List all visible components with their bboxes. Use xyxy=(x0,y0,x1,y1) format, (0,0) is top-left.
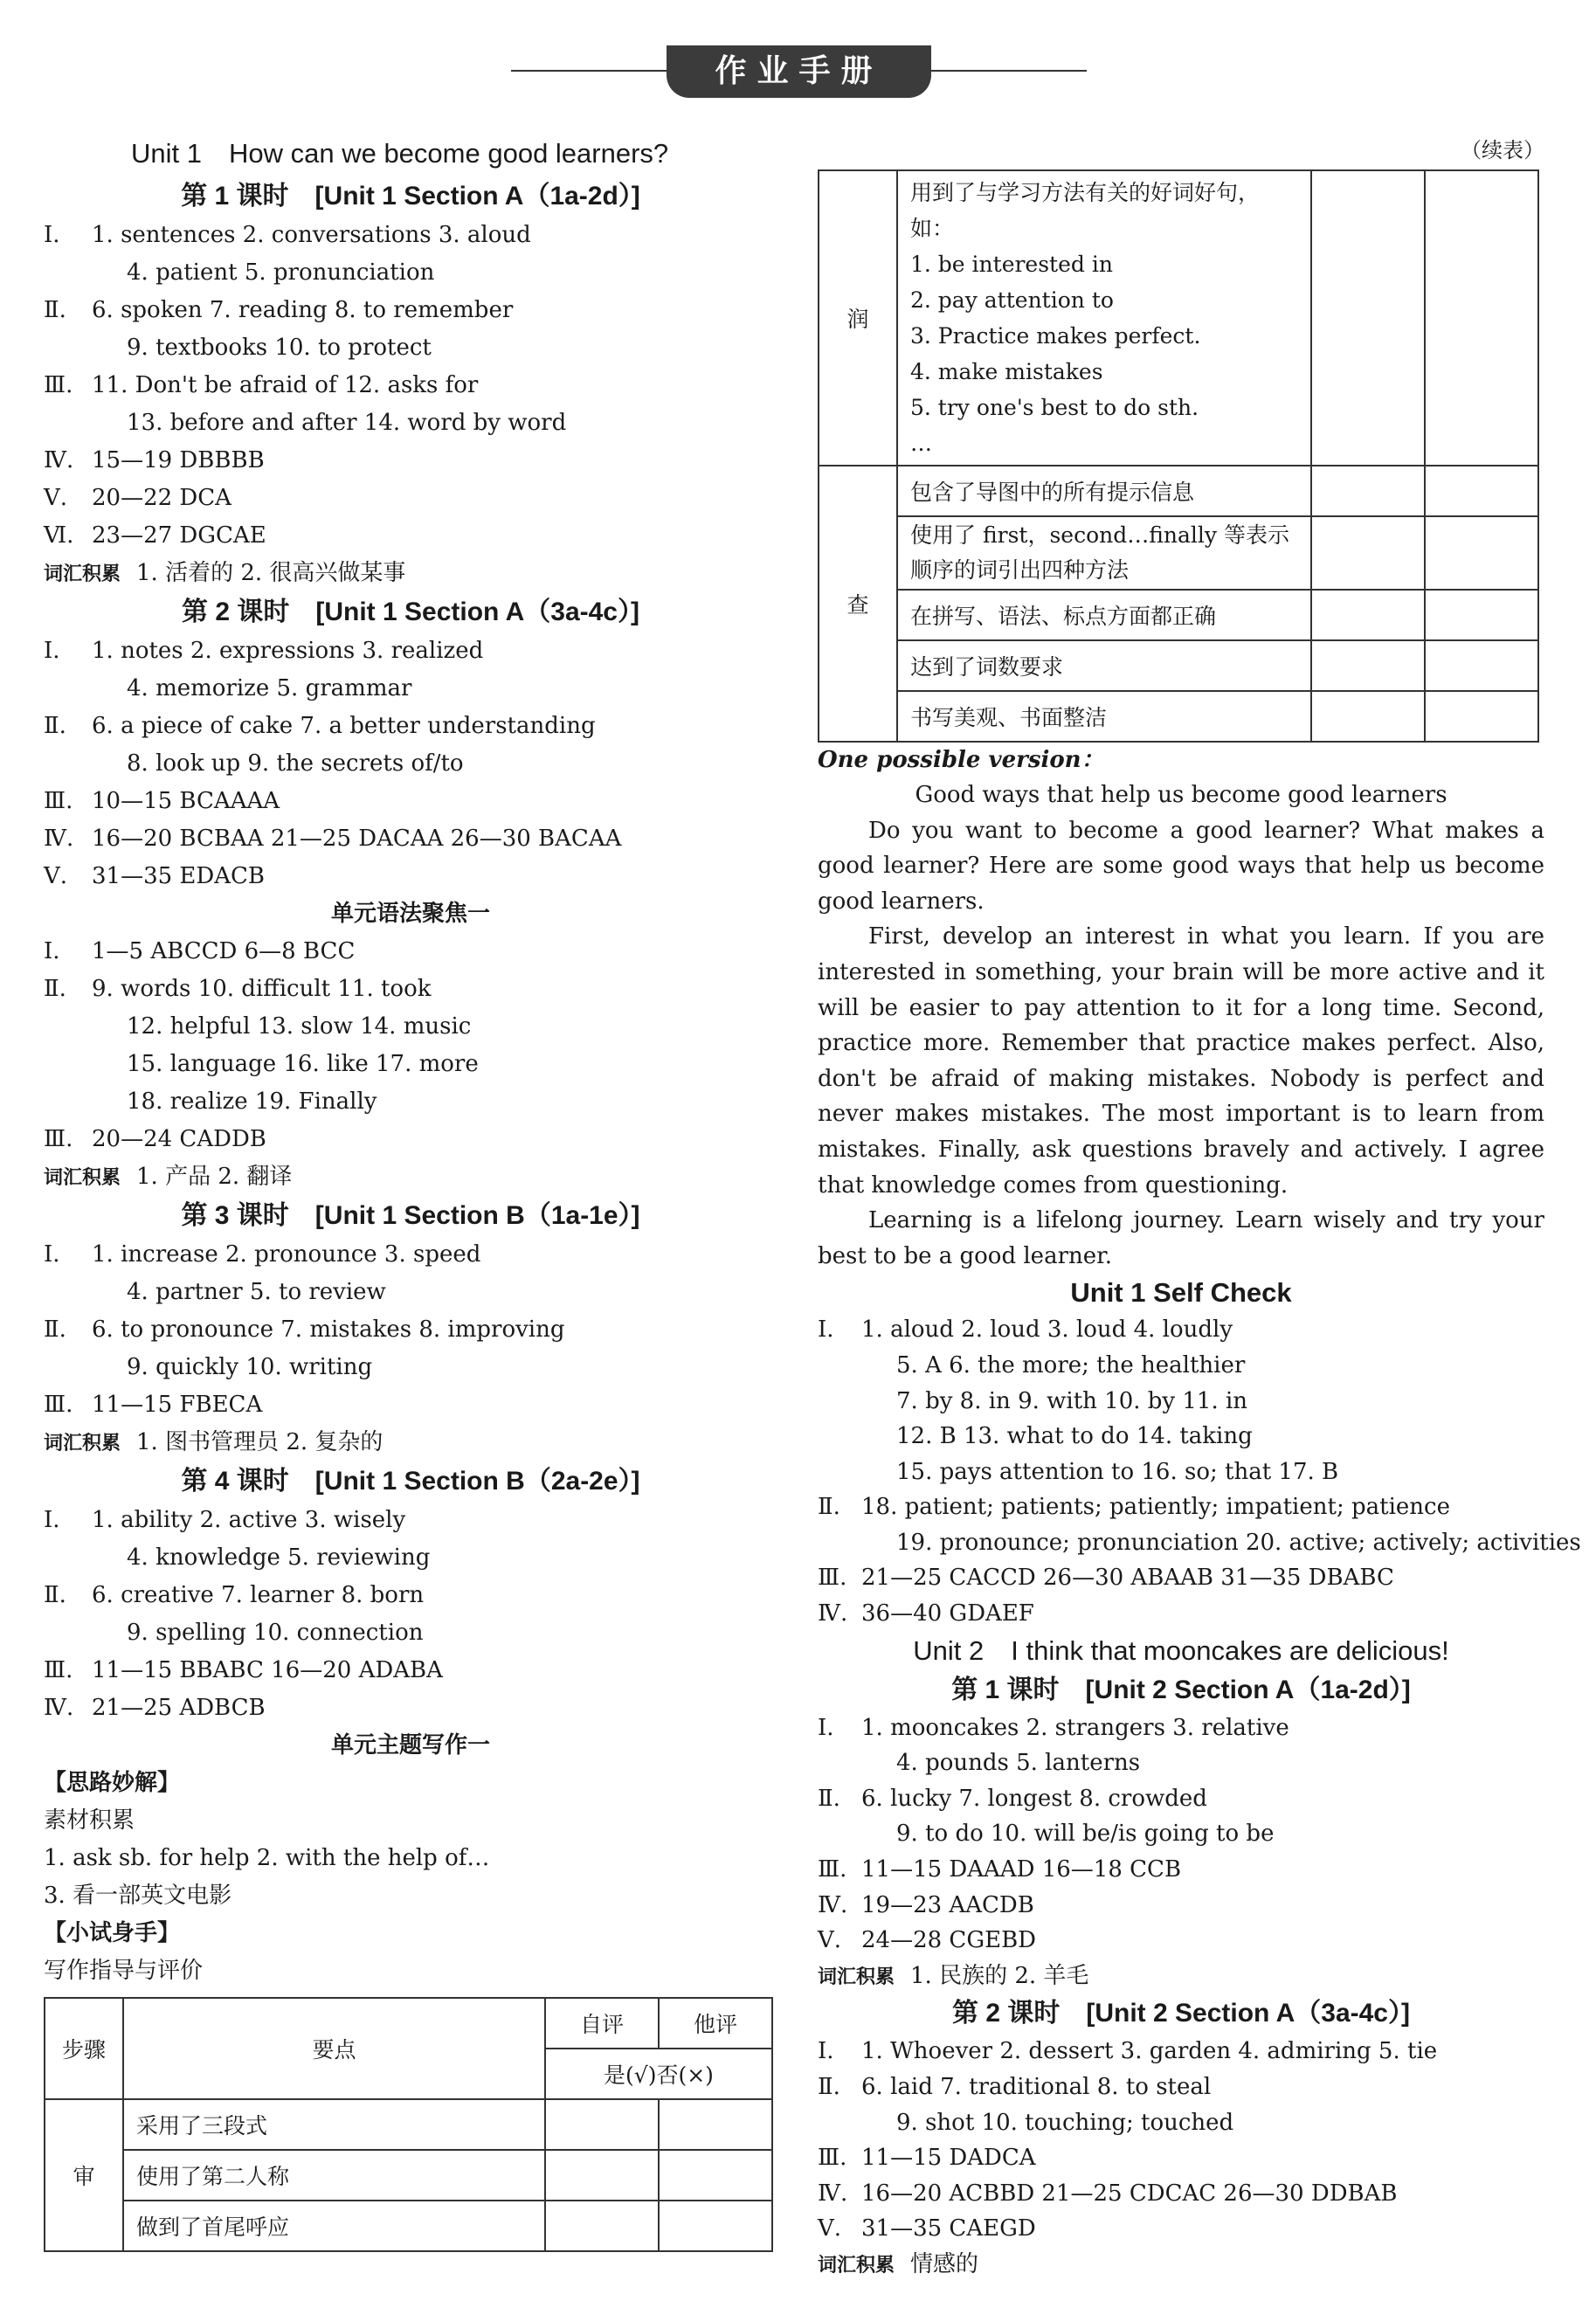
answer-text: 5. A 6. the more; the healthier xyxy=(896,1351,1246,1379)
answer-text: 16—20 BCBAA 21—25 DACAA 26—30 BACAA xyxy=(92,826,622,852)
cha-row-2: 使用了 first，second…finally 等表示顺序的词引出四种方法 xyxy=(897,516,1311,590)
cell-empty xyxy=(1311,640,1425,691)
cha-row-5: 书写美观、书面整洁 xyxy=(897,691,1311,742)
roman-numeral: Ⅰ. xyxy=(818,2038,834,2065)
answer-text: 11—15 DAAAD 16—18 CCB xyxy=(861,1856,1182,1883)
answer-text: 15. language 16. like 17. more xyxy=(127,1051,479,1077)
answer-line xyxy=(818,2034,1544,2070)
answer-line xyxy=(44,971,777,1008)
banner-line-right xyxy=(929,70,1087,72)
answer-text: 18. realize 19. Finally xyxy=(127,1088,377,1115)
header-yesno: 是(√)否(×) xyxy=(545,2049,772,2099)
answer-text: 1. increase 2. pronounce 3. speed xyxy=(92,1241,481,1268)
cell-empty xyxy=(545,2150,659,2201)
roman-numeral: Ⅰ. xyxy=(44,1241,60,1268)
roman-numeral: Ⅳ. xyxy=(818,1600,848,1627)
run-content: 用到了与学习方法有关的好词好句，如： 1. be interested in 2. pay attention to 3. Practice makes perfect. 4. make mistakes 5. try one's best to do sth. … xyxy=(897,170,1311,466)
answer-line xyxy=(818,1710,1544,1746)
cell-empty xyxy=(1425,170,1538,466)
answer-text: 31—35 CAEGD xyxy=(861,2215,1036,2242)
roman-numeral: Ⅲ. xyxy=(44,372,73,398)
answer-text: 11. Don't be afraid of 12. asks for xyxy=(92,372,479,398)
answer-line xyxy=(818,1384,1544,1420)
answer-line xyxy=(818,1888,1544,1924)
answer-line xyxy=(818,1745,1544,1781)
answer-text: 21—25 CACCD 26—30 ABAAB 31—35 DBABC xyxy=(861,1565,1394,1592)
answer-text: 4. knowledge 5. reviewing xyxy=(127,1544,431,1571)
answer-text: 20—22 DCA xyxy=(92,485,231,511)
answer-line xyxy=(818,2176,1544,2212)
answer-text: 18. patient; patients; patiently; impatient; patience xyxy=(861,1494,1450,1521)
lesson3-title: 第 3 课时 [Unit 1 Section B（1a-1e）] xyxy=(181,1201,640,1230)
right-column xyxy=(818,131,1581,2283)
roman-numeral: Ⅴ. xyxy=(44,485,68,511)
lesson4-title: 第 4 课时 [Unit 1 Section B（2a-2e）] xyxy=(181,1467,640,1496)
cell-empty xyxy=(1425,691,1538,742)
grammar-vocab: 词汇积累 1. 产品 2. 翻译 xyxy=(44,1164,293,1190)
cell-empty xyxy=(1311,170,1425,466)
roman-numeral: Ⅲ. xyxy=(44,1126,73,1152)
cell-empty xyxy=(659,2201,772,2251)
answer-text: 4. patient 5. pronunciation xyxy=(127,259,435,286)
roman-numeral: Ⅳ. xyxy=(44,826,74,852)
writing-eval-table xyxy=(44,1997,773,2252)
answer-text: 1. sentences 2. conversations 3. aloud xyxy=(92,222,531,248)
lesson1-answers xyxy=(44,217,777,555)
writing-title: 单元主题写作一 xyxy=(330,1732,490,1759)
roman-numeral: Ⅰ. xyxy=(44,222,60,248)
roman-numeral: Ⅲ. xyxy=(44,1392,73,1418)
cell-empty xyxy=(659,2150,772,2201)
answer-line xyxy=(44,367,777,404)
silu-heading: 【思路妙解】 xyxy=(44,1770,181,1796)
u2-lesson2-vocab: 词汇积累 情感的 xyxy=(818,2250,979,2277)
answer-line xyxy=(44,254,777,292)
answer-line xyxy=(818,1489,1544,1525)
answer-line xyxy=(44,292,777,329)
cha-row-4: 达到了词数要求 xyxy=(897,640,1311,691)
guide-heading: 写作指导与评价 xyxy=(44,1958,204,1984)
answer-line xyxy=(44,820,777,858)
answer-text: 11—15 FBECA xyxy=(92,1392,263,1418)
cell-empty xyxy=(659,2099,772,2150)
answer-line xyxy=(44,442,777,480)
answer-text: 21—25 ADBCB xyxy=(92,1695,266,1721)
answer-text: 9. words 10. difficult 11. took xyxy=(92,976,432,1002)
answer-line xyxy=(44,1083,777,1121)
cell-empty xyxy=(1425,516,1538,590)
answer-text: 19. pronounce; pronunciation 20. active; actively; activities xyxy=(896,1529,1581,1556)
sample-essay xyxy=(818,777,1544,1274)
answer-line xyxy=(818,2105,1544,2141)
answer-text: 1. ability 2. active 3. wisely xyxy=(92,1507,406,1533)
roman-numeral: Ⅳ. xyxy=(818,2180,848,2207)
answer-line xyxy=(44,933,777,971)
roman-numeral: Ⅰ. xyxy=(818,1316,834,1344)
answer-line xyxy=(44,1614,777,1652)
xiaoshi-heading: 【小试身手】 xyxy=(44,1920,181,1946)
roman-numeral: Ⅱ. xyxy=(44,297,66,323)
roman-numeral: Ⅱ. xyxy=(44,976,66,1002)
lesson4-answers xyxy=(44,1502,777,1727)
answer-line xyxy=(818,2140,1544,2176)
lesson3-vocab: 词汇积累 1. 图书管理员 2. 复杂的 xyxy=(44,1429,383,1455)
header-banner: 作业手册 xyxy=(667,45,931,98)
shen-row-2: 使用了第二人称 xyxy=(123,2150,545,2201)
answer-line xyxy=(44,783,777,820)
answer-line xyxy=(44,1236,777,1274)
answer-line xyxy=(44,745,777,783)
roman-numeral: Ⅳ. xyxy=(44,447,74,473)
header-point: 要点 xyxy=(123,1998,545,2099)
cell-empty xyxy=(1311,466,1425,516)
lesson2-answers xyxy=(44,632,777,895)
answer-line xyxy=(44,217,777,254)
answer-text: 15. pays attention to 16. so; that 17. B xyxy=(896,1458,1339,1485)
roman-numeral: Ⅰ. xyxy=(818,1714,834,1741)
roman-numeral: Ⅰ. xyxy=(44,938,60,964)
answer-line xyxy=(818,1923,1544,1959)
answer-line xyxy=(44,1502,777,1539)
answer-line xyxy=(44,1121,777,1158)
roman-numeral: Ⅲ. xyxy=(818,2145,847,2172)
lesson2-title: 第 2 课时 [Unit 1 Section A（3a-4c）] xyxy=(182,598,639,626)
answer-line xyxy=(44,517,777,555)
lesson1-title: 第 1 课时 [Unit 1 Section A（1a-2d）] xyxy=(181,182,640,211)
roman-numeral: Ⅱ. xyxy=(818,1494,840,1521)
roman-numeral: Ⅴ. xyxy=(44,863,68,889)
answer-text: 7. by 8. in 9. with 10. by 11. in xyxy=(896,1387,1248,1414)
answer-text: 20—24 CADDB xyxy=(92,1126,266,1152)
roman-numeral: Ⅱ. xyxy=(818,2074,840,2100)
answer-line xyxy=(818,1348,1544,1384)
cell-empty xyxy=(1311,590,1425,640)
grammar-answers xyxy=(44,933,777,1158)
header-other: 他评 xyxy=(659,1998,772,2049)
roman-numeral: Ⅵ. xyxy=(44,522,74,549)
essay-paragraph-2: First, develop an interest in what you learn. If you are interested in something, your brain will be more active and it will be easier to pay attention to it for a long time. Second, practice more. Remember that practice makes perfect. Also, don't be afraid of making mistakes. Nobody is perfect and never makes mistakes. The most important is to learn from mistakes. Finally, ask questions bravely and actively. I agree that knowledge comes from questioning. xyxy=(818,923,1544,1199)
cell-empty xyxy=(1311,691,1425,742)
answer-text: 4. pounds 5. lanterns xyxy=(896,1750,1141,1777)
answer-line xyxy=(44,1386,777,1424)
roman-numeral: Ⅴ. xyxy=(818,2215,842,2242)
answer-line xyxy=(818,2070,1544,2105)
u2-lesson1-vocab: 词汇积累 1. 民族的 2. 羊毛 xyxy=(818,1962,1089,1989)
answer-text: 9. textbooks 10. to protect xyxy=(127,335,432,361)
answer-line xyxy=(44,1046,777,1083)
answer-line xyxy=(818,2211,1544,2247)
answer-text: 6. a piece of cake 7. a better understanding xyxy=(92,713,596,739)
roman-numeral: Ⅳ. xyxy=(44,1695,74,1721)
banner-line-left xyxy=(511,70,668,72)
roman-numeral: Ⅲ. xyxy=(44,1657,73,1683)
answer-text: 6. creative 7. learner 8. born xyxy=(92,1582,425,1608)
sucai-line-1: 1. ask sb. for help 2. with the help of… xyxy=(44,1845,490,1871)
answer-line xyxy=(44,1349,777,1386)
cha-row-3: 在拼写、语法、标点方面都正确 xyxy=(897,590,1311,640)
answer-text: 9. to do 10. will be/is going to be xyxy=(896,1821,1275,1848)
continued-label: （续表） xyxy=(1461,138,1544,162)
roman-numeral: Ⅲ. xyxy=(818,1856,847,1883)
shen-row-3: 做到了首尾呼应 xyxy=(123,2201,545,2251)
roman-numeral: Ⅲ. xyxy=(818,1565,847,1592)
header-self: 自评 xyxy=(545,1998,659,2049)
answer-line xyxy=(44,1539,777,1577)
answer-text: 36—40 GDAEF xyxy=(861,1600,1034,1627)
answer-line xyxy=(818,1525,1581,1561)
lesson1-vocab: 词汇积累 1. 活着的 2. 很高兴做某事 xyxy=(44,560,406,586)
shen-row-1: 采用了三段式 xyxy=(123,2099,545,2150)
answer-text: 11—15 DADCA xyxy=(861,2145,1036,2172)
answer-text: 23—27 DGCAE xyxy=(92,522,266,549)
answer-line xyxy=(818,1419,1544,1455)
step-run: 润 xyxy=(819,170,897,466)
answer-line xyxy=(44,329,777,367)
u2-lesson1-title: 第 1 课时 [Unit 2 Section A（1a-2d）] xyxy=(951,1675,1411,1704)
answer-text: 19—23 AACDB xyxy=(861,1891,1034,1918)
answer-line xyxy=(44,858,777,895)
roman-numeral: Ⅲ. xyxy=(44,788,73,814)
answer-line xyxy=(44,1689,777,1727)
answer-text: 6. lucky 7. longest 8. crowded xyxy=(861,1785,1207,1812)
self-check-answers xyxy=(818,1312,1581,1631)
answer-text: 12. B 13. what to do 14. taking xyxy=(896,1423,1253,1450)
answer-line xyxy=(44,670,777,708)
answer-text: 8. look up 9. the secrets of/to xyxy=(127,750,464,777)
answer-line xyxy=(818,1455,1544,1490)
roman-numeral: Ⅰ. xyxy=(44,1507,60,1533)
cell-empty xyxy=(1311,516,1425,590)
essay-paragraph-1: Do you want to become a good learner? What makes a good learner? Here are some good ways that help us become good learners. xyxy=(818,817,1544,915)
step-shen: 审 xyxy=(45,2099,123,2251)
answer-text: 1. Whoever 2. dessert 3. garden 4. admiring 5. tie xyxy=(861,2038,1438,2065)
answer-text: 4. partner 5. to review xyxy=(127,1279,386,1305)
roman-numeral: Ⅰ. xyxy=(44,638,60,664)
possible-version-label: One possible version： xyxy=(818,747,1104,773)
cell-empty xyxy=(1425,590,1538,640)
answer-line xyxy=(818,1596,1544,1632)
unit1-title: Unit 1 How can we become good learners? xyxy=(131,138,669,169)
cell-empty xyxy=(1425,640,1538,691)
cell-empty xyxy=(545,2201,659,2251)
answer-text: 31—35 EDACB xyxy=(92,863,266,889)
answer-line xyxy=(44,480,777,517)
answer-text: 9. shot 10. touching; touched xyxy=(896,2109,1234,2136)
cell-empty xyxy=(545,2099,659,2150)
answer-text: 11—15 BBABC 16—20 ADABA xyxy=(92,1657,443,1683)
roman-numeral: Ⅱ. xyxy=(44,1316,66,1343)
answer-line xyxy=(818,1312,1544,1348)
left-column xyxy=(44,131,777,2252)
cell-empty xyxy=(1425,466,1538,516)
unit2-title: Unit 2 I think that mooncakes are delicious! xyxy=(913,1634,1449,1666)
u2-lesson2-title: 第 2 课时 [Unit 2 Section A（3a-4c）] xyxy=(952,1999,1410,2028)
writing-eval-table-continued xyxy=(818,169,1539,743)
answer-text: 4. memorize 5. grammar xyxy=(127,675,412,701)
answer-line xyxy=(44,1311,777,1349)
answer-text: 1. mooncakes 2. strangers 3. relative xyxy=(861,1714,1289,1741)
answer-text: 16—20 ACBBD 21—25 CDCAC 26—30 DDBAB xyxy=(861,2180,1398,2207)
u2-lesson2-answers xyxy=(818,2034,1544,2247)
answer-line xyxy=(44,1652,777,1689)
answer-text: 1—5 ABCCD 6—8 BCC xyxy=(92,938,356,964)
sucai-line-2: 3. 看一部英文电影 xyxy=(44,1883,232,1909)
answer-text: 1. aloud 2. loud 3. loud 4. loudly xyxy=(861,1316,1233,1344)
answer-text: 13. before and after 14. word by word xyxy=(127,410,567,436)
answer-line xyxy=(44,708,777,745)
self-check-title: Unit 1 Self Check xyxy=(1070,1277,1292,1309)
answer-text: 12. helpful 13. slow 14. music xyxy=(127,1013,472,1040)
answer-text: 10—15 BCAAAA xyxy=(92,788,280,814)
lesson3-answers xyxy=(44,1236,777,1424)
answer-text: 6. laid 7. traditional 8. to steal xyxy=(861,2074,1212,2100)
header-step: 步骤 xyxy=(45,1998,123,2099)
answer-text: 6. spoken 7. reading 8. to remember xyxy=(92,297,514,323)
answer-line xyxy=(44,1577,777,1614)
grammar-title: 单元语法聚焦一 xyxy=(330,901,490,927)
answer-text: 9. spelling 10. connection xyxy=(127,1620,424,1646)
answer-text: 15—19 DBBBB xyxy=(92,447,265,473)
sucai-heading: 素材积累 xyxy=(44,1807,135,1834)
answer-text: 9. quickly 10. writing xyxy=(127,1354,373,1380)
essay-paragraph-3: Learning is a lifelong journey. Learn wisely and try your best to be a good learner. xyxy=(818,1207,1544,1269)
step-cha: 查 xyxy=(819,466,897,742)
cha-row-1: 包含了导图中的所有提示信息 xyxy=(897,466,1311,516)
roman-numeral: Ⅱ. xyxy=(44,713,66,739)
roman-numeral: Ⅱ. xyxy=(44,1582,66,1608)
roman-numeral: Ⅳ. xyxy=(818,1891,848,1918)
roman-numeral: Ⅴ. xyxy=(818,1927,842,1954)
roman-numeral: Ⅱ. xyxy=(818,1785,840,1812)
u2-lesson1-answers xyxy=(818,1710,1544,1959)
answer-text: 1. notes 2. expressions 3. realized xyxy=(92,638,484,664)
essay-title: Good ways that help us become good learners xyxy=(915,782,1447,808)
answer-line xyxy=(818,1816,1544,1852)
answer-line xyxy=(818,1852,1544,1888)
answer-line xyxy=(44,632,777,670)
answer-line xyxy=(44,1274,777,1311)
answer-line xyxy=(818,1560,1544,1596)
answer-line xyxy=(818,1781,1544,1817)
answer-text: 24—28 CGEBD xyxy=(861,1927,1037,1954)
answer-line xyxy=(44,404,777,442)
answer-line xyxy=(44,1008,777,1046)
answer-text: 6. to pronounce 7. mistakes 8. improving xyxy=(92,1316,565,1343)
